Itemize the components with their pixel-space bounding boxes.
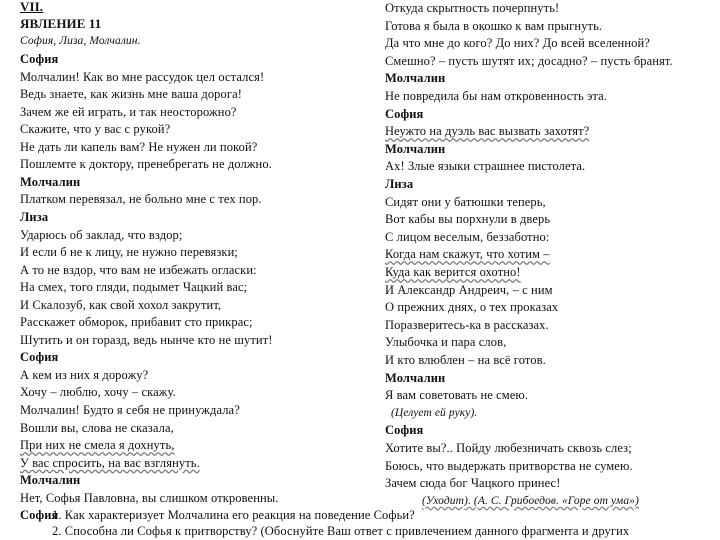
right-verse-line: Куда как верится охотно! — [385, 265, 521, 279]
left-verse-line: А то не вздор, что вам не избежать огласки: — [20, 262, 257, 277]
left-verse-line: И если б не к лицу, не нужно перевязки; — [20, 245, 238, 260]
right-verse-line: Неужто на дуэль вас вызвать захотят? — [385, 124, 590, 139]
left-speaker-name: София — [20, 350, 59, 365]
right-verse-line: Не повредила бы нам откровенность эта. — [385, 89, 608, 103]
left-verse-line: Зачем же ей играть, и так неосторожно? — [20, 104, 237, 119]
left-verse-line: Хочу – люблю, хочу – скажу. — [20, 385, 176, 400]
left-verse-line: Ударюсь об заклад, что вздор; — [20, 227, 183, 242]
left-verse-line: А кем из них я дорожу? — [20, 367, 149, 382]
right-verse-line: Когда нам скажут, что хотим – — [385, 247, 550, 262]
right-verse-line: Ах! Злые языки страшнее пистолета. — [385, 159, 586, 174]
left-verse-line: При них не смела я дохнуть, — [20, 438, 175, 453]
question-item: 2. Способна ли Софья к притворству? (Обоснуйте Ваш ответ с привлечением данного фрагмента и других — [52, 524, 630, 538]
right-verse-line: И Александр Андреич, – с ним — [385, 282, 553, 297]
question-item: 1. Как характеризует Молчалина его реакция на поведение Софьи? — [52, 508, 415, 522]
scene-characters: София, Лиза, Молчалин. — [20, 35, 141, 47]
right-verse-line: Улыбочка и пара слов, — [385, 335, 507, 350]
left-speaker-name: Молчалин — [20, 174, 81, 189]
right-verse-line: Смешно? – пусть шутят их; досадно? – пусть бранят. — [385, 53, 673, 68]
left-verse-line: Нет, Софья Павловна, вы слишком откровенны. — [20, 490, 279, 505]
right-verse-line: Да что мне до кого? До них? До всей вселенной? — [385, 36, 650, 51]
left-verse-line: И Скалозуб, как свой хохол закрутит, — [20, 297, 222, 312]
right-speaker-name: Молчалин — [385, 141, 446, 156]
right-stage-direction: (Целует ей руку). — [391, 406, 478, 419]
left-speaker-name: Молчалин — [20, 473, 81, 488]
left-verse-line: Не дать ли капель вам? Не нужен ли покой? — [20, 139, 258, 154]
right-verse-line: Боюсь, что выдержать притворства не сумею. — [385, 458, 633, 473]
left-verse-line: Вошли вы, слова не сказала, — [20, 420, 174, 435]
right-stage-direction: (Уходит). (А. С. Грибоедов. «Горе от ума») — [422, 494, 639, 507]
right-verse-line: Откуда скрытность почерпнуть! — [385, 1, 560, 15]
right-verse-line: И кто влюблен – на всё готов. — [385, 353, 546, 367]
left-speaker-name: София — [20, 508, 59, 523]
left-verse-line: Молчалин! Как во мне рассудок цел остался! — [20, 69, 265, 84]
left-verse-line: Скажите, что у вас с рукой? — [20, 122, 171, 137]
scene-title: ЯВЛЕНИЕ 11 — [20, 16, 102, 31]
right-verse-line: О прежних днях, о тех проказах — [385, 300, 559, 315]
right-speaker-name: София — [385, 106, 424, 121]
left-verse-line: На смех, того гляди, подымет Чацкий вас; — [20, 280, 248, 295]
right-speaker-name: Молчалин — [385, 370, 446, 385]
right-verse-line: Хотите вы?.. Пойду любезничать сквозь слез; — [385, 441, 632, 455]
left-verse-line: Платком перевязал, не больно мне с тех пор. — [20, 192, 262, 207]
right-verse-line: Зачем сюда бог Чацкого принес! — [385, 476, 561, 491]
left-verse-line: Расскажет обморок, прибавит сто прикрас; — [20, 315, 253, 330]
left-verse-line: Молчалин! Будто я себя не принуждала? — [20, 403, 240, 417]
right-verse-line: Я вам советовать не смею. — [385, 388, 529, 403]
left-verse-line: У вас спросить, на вас взглянуть. — [20, 455, 200, 470]
left-verse-line: Пошлемте к доктору, пренебрегать не должно. — [20, 157, 272, 172]
left-verse-line: Шутить и он горазд, ведь нынче кто не шутит! — [20, 332, 273, 347]
right-verse-line: С лицом веселым, беззаботно: — [385, 229, 550, 244]
left-speaker-name: Лиза — [20, 209, 49, 224]
left-speaker-name: София — [20, 52, 59, 66]
right-speaker-name: София — [385, 423, 424, 438]
right-verse-line: Поразверитесь-ка в рассказах. — [385, 317, 549, 332]
left-verse-line: Ведь знаете, как жизнь мне ваша дорога! — [20, 87, 243, 102]
right-speaker-name: Лиза — [385, 177, 414, 191]
right-verse-line: Сидят они у батюшки теперь, — [385, 194, 546, 209]
right-verse-line: Готова я была в окошко к вам прыгнуть. — [385, 18, 603, 33]
scene-number: VII. — [20, 0, 44, 14]
right-speaker-name: Молчалин — [385, 71, 446, 86]
right-verse-line: Вот кабы вы порхнули в дверь — [385, 212, 551, 227]
